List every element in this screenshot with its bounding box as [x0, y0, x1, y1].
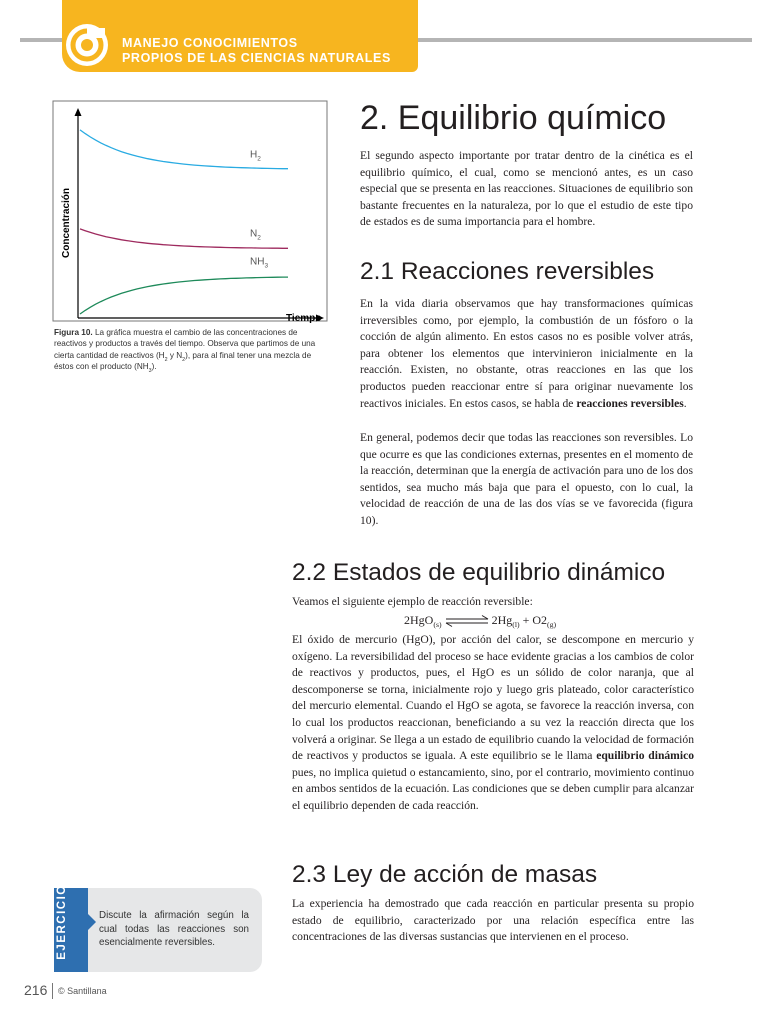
caption-part4: ).	[151, 362, 157, 372]
caption-part3: ), para al final tener una mezcla de éstos con el producto (NH	[54, 350, 312, 372]
eq-product-1: 2Hg	[491, 613, 513, 627]
caption-part2: y N	[167, 350, 183, 360]
section-2-3-heading: 2.3 Ley de acción de masas	[292, 861, 598, 888]
header-title-line2: PROPIOS DE LAS CIENCIAS NATURALES	[122, 51, 391, 65]
equilibrio-dinamico-term: equilibrio dinámico	[596, 749, 695, 763]
section-2-paragraph: El segundo aspecto importante por tratar dentro de la cinética es el equilibrio químico, el cual, como se mencionó antes, es un caso especial que se presenta en las reacciones. Situaciones de equilibrio son bastante frecuentes en la naturaleza, por lo que el estudio de este tipo de estados es de suma importancia para el hombre.	[360, 149, 693, 229]
section-2-2-intro: Veamos el siguiente ejemplo de reacción reversible:	[292, 595, 533, 608]
series-label-n2: $N_2$	[250, 228, 261, 242]
footer-separator	[52, 983, 53, 999]
reacciones-reversibles-term: reacciones reversibles	[576, 396, 684, 410]
header-rule-left	[20, 38, 62, 42]
exercise-tab-label: EJERCICIO	[56, 884, 68, 960]
equilibrium-arrows-icon	[444, 615, 490, 627]
footer-copyright: © Santillana	[58, 986, 107, 996]
section-logo-icon	[66, 24, 108, 66]
figure-caption	[54, 327, 326, 373]
exercise-tab	[54, 884, 88, 972]
section-2-heading: 2. Equilibrio químico	[360, 99, 667, 137]
series-label-nh3: $NH_3$	[250, 256, 269, 270]
section-2-1-end: .	[683, 396, 687, 410]
section-2-1-text: En la vida diaria observamos que hay transformaciones químicas irreversibles como, por ejemplo, la combustión de un fósforo o la cocción de algún alimento. En estos casos no es posible volver atrás, para obtener los elementos que intervinieron inicialmente en la reacción. Existen, no obstante, otras reacciones en las que los productos pueden reaccionar entre sí para originar nuevamente los reactivos iniciales. En estos casos, se habla de	[360, 297, 693, 410]
eq-reactant-state: (s)	[433, 620, 442, 629]
y-axis-arrow-icon	[75, 108, 82, 116]
section-2-2-end: pues, no implica quietud o estancamiento, sino, por el contrario, movimiento continuo en ambos sentidos de la ecuación. Las condiciones que se deben cumplir para alcanzar el equilibrio dependen de cada reacción.	[292, 765, 694, 812]
series-label-h2: $H_2$	[250, 149, 261, 163]
caption-part1: La gráfica muestra el cambio de las concentraciones de reactivos y productos a través del tiempo. Observa que partimos de una cierta cantidad de reactivos (H	[54, 328, 316, 360]
section-2-1-heading: 2.1 Reacciones reversibles	[360, 258, 655, 285]
section-2-1-paragraph-2: En general, podemos decir que todas las reacciones son reversibles. Lo que ocurre es que las condiciones externas, presentes en el momento de la reacción, determinan que la energía de activación para uno de los dos sentidos, sea mucho más baja que para el opuesto, con lo cual, la velocidad de reacción de una de las dos vías se ve favorecida (figura 10).	[360, 431, 693, 527]
section-2-3-paragraph: La experiencia ha demostrado que cada reacción en particular presenta su propio estado de equilibrio, caracterizado por una relación específica entre las concentraciones de las diversas sustancias que intervienen en el proceso.	[292, 897, 694, 944]
page-number: 216	[24, 982, 48, 998]
exercise-text: Discute la afirmación según la cual todas las reacciones son esencialmente reversibles.	[99, 910, 249, 948]
caption-sub2: 2	[182, 356, 186, 363]
header-title-line1: MANEJO CONOCIMIENTOS	[122, 36, 298, 50]
x-axis-label: Tiempo	[286, 313, 322, 324]
eq-product-1-state: (l)	[512, 620, 520, 629]
section-header-title	[122, 36, 391, 66]
chart-frame	[53, 101, 327, 321]
eq-reactant: 2HgO	[404, 613, 434, 627]
header-rule-right	[418, 38, 752, 42]
series-line-nh3	[80, 277, 288, 314]
eq-product-2: + O2	[519, 613, 548, 627]
section-2-2-paragraph	[292, 632, 694, 815]
section-2-2-text: El óxido de mercurio (HgO), por acción del calor, se descompone en mercurio y oxígeno. La reversibilidad del proceso se hace evidente gracias a los cambios de color de reactivos y productos, pues, el HgO es un sólido de color naranja, que al descomponerse se torna, inicialmente rojo y luego gris plateado, color característico del mercurio elemental. Cuando el HgO se agota, se favorece la reacción inversa, con lo cual los productos reaccionan, beneficiando a su vez la reacción directa que los volverá a originar. Se llega a un estado de equilibrio cuando la velocidad de formación de reactivos y productos se iguala. A este equilibrio se le llama	[292, 633, 694, 763]
eq-product-2-state: (g)	[547, 620, 557, 629]
caption-sub1: 2	[164, 356, 168, 363]
figure-caption-label: Figura 10.	[54, 328, 93, 337]
reaction-equation	[404, 612, 556, 628]
section-2-2-heading: 2.2 Estados de equilibrio dinámico	[292, 559, 666, 586]
section-2-1-paragraph-1	[360, 296, 693, 412]
caption-sub3: 3	[148, 368, 152, 375]
y-axis-label: Concentración	[61, 187, 72, 258]
concentration-time-chart	[52, 100, 332, 325]
exercise-pointer-icon	[88, 914, 96, 930]
